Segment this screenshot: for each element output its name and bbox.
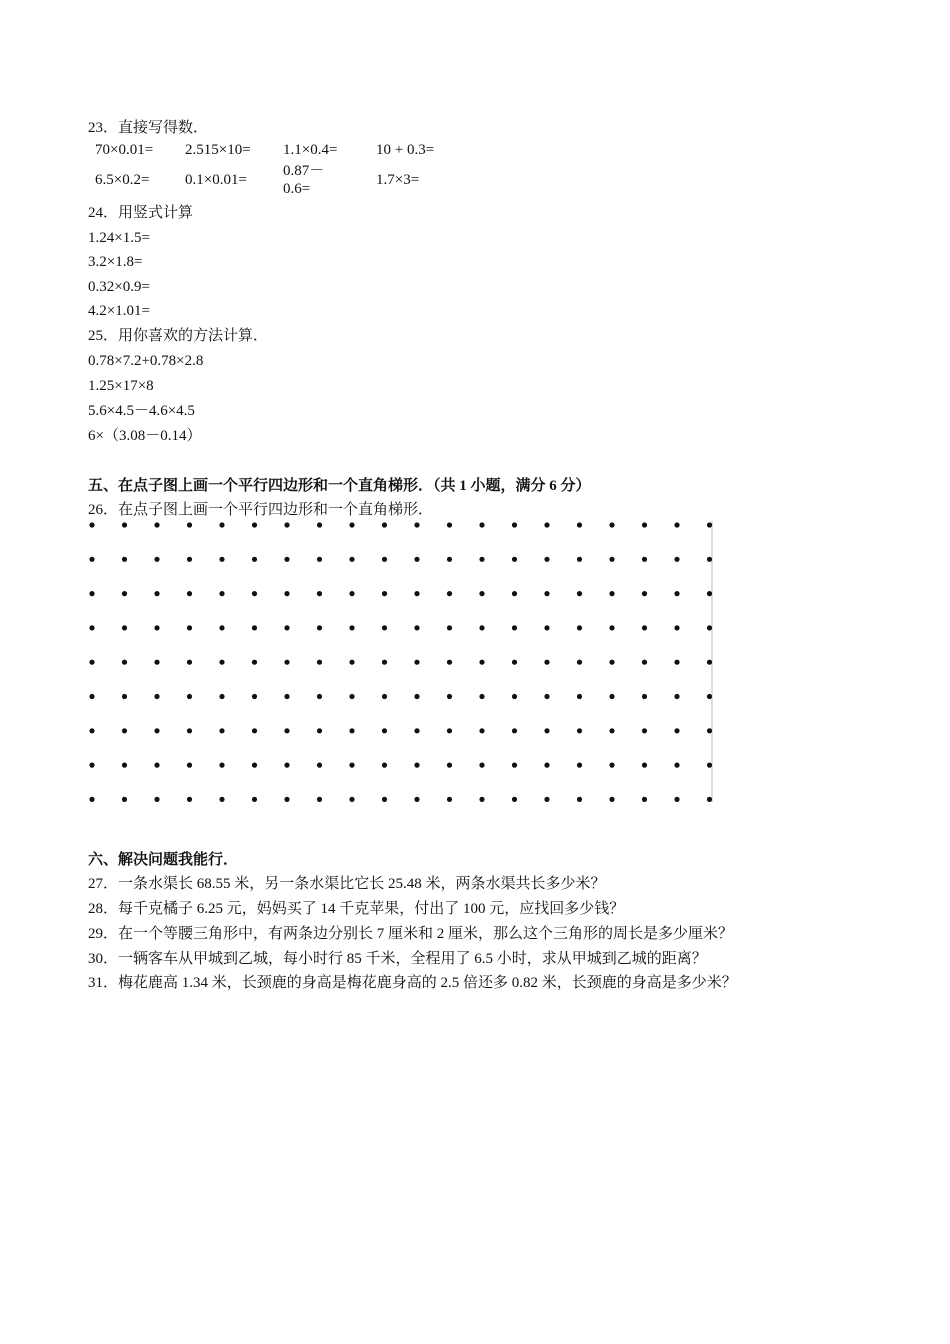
grid-dot[interactable] — [447, 660, 452, 665]
grid-dot[interactable] — [414, 625, 419, 630]
q23-row2-item-3b: 0.6= — [283, 181, 311, 197]
grid-dot[interactable] — [122, 557, 127, 562]
grid-dot[interactable] — [219, 728, 224, 733]
grid-dot[interactable] — [577, 660, 582, 665]
grid-dot[interactable] — [122, 660, 127, 665]
q25-title: 25．用你喜欢的方法计算． — [88, 328, 269, 344]
grid-dot[interactable] — [382, 591, 387, 596]
grid-dot[interactable] — [479, 591, 484, 596]
grid-dot[interactable] — [642, 522, 647, 527]
q23-row1-item-1: 70×0.01= — [95, 142, 154, 158]
grid-dot[interactable] — [187, 557, 192, 562]
grid-dot[interactable] — [349, 763, 354, 768]
grid-dot[interactable] — [609, 763, 614, 768]
grid-dot[interactable] — [479, 763, 484, 768]
grid-dot[interactable] — [317, 625, 322, 630]
grid-dot[interactable] — [544, 557, 549, 562]
grid-dot[interactable] — [447, 625, 452, 630]
grid-dot[interactable] — [89, 797, 94, 802]
q23-row2-item-1: 6.5×0.2= — [95, 172, 150, 188]
q25-item-4: 6×（3.08－0.14） — [88, 428, 202, 444]
q23-row2-item-3a: 0.87－ — [283, 163, 325, 179]
grid-dot[interactable] — [187, 660, 192, 665]
grid-dot[interactable] — [89, 694, 94, 699]
grid-dot[interactable] — [447, 728, 452, 733]
grid-dot[interactable] — [284, 557, 289, 562]
grid-dot[interactable] — [642, 591, 647, 596]
grid-dot[interactable] — [609, 522, 614, 527]
grid-dot[interactable] — [609, 728, 614, 733]
grid-dot[interactable] — [577, 591, 582, 596]
grid-dot[interactable] — [674, 625, 679, 630]
grid-dot[interactable] — [317, 660, 322, 665]
q26-text: 26．在点子图上画一个平行四边形和一个直角梯形． — [88, 502, 434, 518]
grid-dot[interactable] — [89, 763, 94, 768]
q24-item-2: 3.2×1.8= — [88, 254, 143, 270]
section5-heading: 五、在点子图上画一个平行四边形和一个直角梯形．（共 1 小题，满分 6 分） — [88, 478, 591, 494]
grid-dot[interactable] — [317, 591, 322, 596]
grid-dot[interactable] — [414, 522, 419, 527]
grid-dot[interactable] — [122, 625, 127, 630]
grid-dot[interactable] — [252, 763, 257, 768]
grid-dot[interactable] — [252, 557, 257, 562]
grid-dot[interactable] — [674, 591, 679, 596]
q23-row2-item-2: 0.1×0.01= — [185, 172, 247, 188]
grid-dot[interactable] — [284, 660, 289, 665]
grid-dot[interactable] — [544, 660, 549, 665]
grid-dot[interactable] — [512, 591, 517, 596]
q23-title: 23．直接写得数． — [88, 120, 209, 136]
grid-dot[interactable] — [479, 557, 484, 562]
grid-dot[interactable] — [512, 522, 517, 527]
grid-dot[interactable] — [89, 625, 94, 630]
grid-dot[interactable] — [187, 728, 192, 733]
grid-dot[interactable] — [122, 694, 127, 699]
grid-dot[interactable] — [349, 797, 354, 802]
grid-dot[interactable] — [219, 625, 224, 630]
q23-row2-item-4: 1.7×3= — [376, 172, 420, 188]
grid-dot[interactable] — [414, 763, 419, 768]
grid-dot[interactable] — [284, 522, 289, 527]
grid-dot[interactable] — [154, 522, 159, 527]
grid-dot[interactable] — [674, 557, 679, 562]
grid-dot[interactable] — [154, 694, 159, 699]
q29-text: 29．在一个等腰三角形中，有两条边分别长 7 厘米和 2 厘米，那么这个三角形的周长是多少厘米？ — [88, 926, 734, 942]
grid-dot[interactable] — [187, 797, 192, 802]
grid-dot[interactable] — [122, 797, 127, 802]
grid-dot[interactable] — [349, 660, 354, 665]
grid-dot[interactable] — [219, 591, 224, 596]
grid-dot[interactable] — [577, 557, 582, 562]
grid-dot[interactable] — [544, 763, 549, 768]
grid-dot[interactable] — [382, 694, 387, 699]
grid-dot[interactable] — [674, 797, 679, 802]
q30-text: 30．一辆客车从甲城到乙城，每小时行 85 千米，全程用了 6.5 小时，求从甲城到乙城的距离？ — [88, 951, 707, 967]
grid-dot[interactable] — [382, 728, 387, 733]
grid-dot[interactable] — [219, 557, 224, 562]
grid-dot[interactable] — [577, 522, 582, 527]
grid-dot[interactable] — [707, 728, 712, 733]
grid-dot[interactable] — [707, 660, 712, 665]
grid-dot[interactable] — [447, 797, 452, 802]
grid-dot[interactable] — [252, 694, 257, 699]
grid-dot[interactable] — [317, 763, 322, 768]
grid-dot[interactable] — [252, 797, 257, 802]
grid-dot[interactable] — [544, 522, 549, 527]
grid-dot[interactable] — [544, 728, 549, 733]
grid-dot[interactable] — [577, 625, 582, 630]
grid-dot[interactable] — [382, 797, 387, 802]
grid-dot[interactable] — [447, 763, 452, 768]
grid-dot[interactable] — [414, 728, 419, 733]
grid-dot[interactable] — [284, 728, 289, 733]
grid-dot[interactable] — [609, 797, 614, 802]
grid-dot[interactable] — [577, 728, 582, 733]
grid-dot[interactable] — [284, 694, 289, 699]
grid-dot[interactable] — [349, 694, 354, 699]
grid-dot[interactable] — [479, 625, 484, 630]
grid-dot[interactable] — [317, 557, 322, 562]
grid-dot[interactable] — [89, 522, 94, 527]
grid-dot[interactable] — [642, 660, 647, 665]
q28-text: 28．每千克橘子 6.25 元，妈妈买了 14 千克苹果，付出了 100 元，应找回多少钱？ — [88, 901, 625, 917]
grid-dot[interactable] — [577, 694, 582, 699]
grid-dot[interactable] — [707, 797, 712, 802]
grid-dot[interactable] — [89, 660, 94, 665]
grid-dot[interactable] — [284, 797, 289, 802]
grid-dot[interactable] — [414, 694, 419, 699]
grid-dot[interactable] — [154, 591, 159, 596]
grid-dot[interactable] — [187, 625, 192, 630]
grid-dot[interactable] — [609, 660, 614, 665]
grid-dot[interactable] — [154, 660, 159, 665]
grid-dot[interactable] — [89, 557, 94, 562]
grid-dot[interactable] — [512, 557, 517, 562]
grid-dot[interactable] — [382, 763, 387, 768]
grid-dot[interactable] — [447, 694, 452, 699]
grid-dot[interactable] — [122, 763, 127, 768]
grid-dot[interactable] — [252, 660, 257, 665]
grid-dot[interactable] — [122, 728, 127, 733]
grid-dot[interactable] — [447, 591, 452, 596]
grid-dot[interactable] — [544, 694, 549, 699]
grid-dot[interactable] — [154, 728, 159, 733]
grid-dot[interactable] — [512, 694, 517, 699]
grid-dot[interactable] — [252, 591, 257, 596]
grid-dot[interactable] — [187, 694, 192, 699]
grid-dot[interactable] — [479, 728, 484, 733]
grid-dot[interactable] — [609, 557, 614, 562]
grid-dot[interactable] — [219, 763, 224, 768]
grid-dot[interactable] — [154, 763, 159, 768]
q25-item-1: 0.78×7.2+0.78×2.8 — [88, 353, 204, 369]
grid-dot[interactable] — [349, 591, 354, 596]
grid-dot[interactable] — [187, 763, 192, 768]
grid-dot[interactable] — [89, 728, 94, 733]
grid-dot[interactable] — [674, 522, 679, 527]
grid-dot[interactable] — [479, 660, 484, 665]
grid-dot[interactable] — [447, 557, 452, 562]
grid-dot[interactable] — [642, 625, 647, 630]
grid-dot[interactable] — [544, 625, 549, 630]
grid-dot[interactable] — [512, 763, 517, 768]
grid-dot[interactable] — [187, 591, 192, 596]
q24-item-3: 0.32×0.9= — [88, 279, 150, 295]
grid-dot[interactable] — [577, 797, 582, 802]
grid-dot[interactable] — [187, 522, 192, 527]
grid-dot[interactable] — [512, 660, 517, 665]
grid-dot[interactable] — [674, 763, 679, 768]
grid-dot[interactable] — [122, 522, 127, 527]
grid-dot[interactable] — [707, 625, 712, 630]
grid-dot[interactable] — [252, 522, 257, 527]
grid-dot[interactable] — [382, 625, 387, 630]
q31-text: 31．梅花鹿高 1.34 米，长颈鹿的身高是梅花鹿身高的 2.5 倍还多 0.82 米，长颈鹿的身高是多少米？ — [88, 975, 737, 991]
q23-row1-item-3: 1.1×0.4= — [283, 142, 338, 158]
q23-row1-item-2: 2.515×10= — [185, 142, 251, 158]
grid-dot[interactable] — [252, 625, 257, 630]
grid-dot[interactable] — [414, 797, 419, 802]
q27-text: 27．一条水渠长 68.55 米，另一条水渠比它长 25.48 米，两条水渠共长多少米？ — [88, 876, 606, 892]
grid-dot[interactable] — [317, 797, 322, 802]
grid-dot[interactable] — [284, 763, 289, 768]
grid-dot[interactable] — [284, 591, 289, 596]
grid-dot[interactable] — [707, 763, 712, 768]
grid-dot[interactable] — [349, 625, 354, 630]
grid-dot[interactable] — [674, 660, 679, 665]
grid-dot[interactable] — [219, 522, 224, 527]
grid-dot[interactable] — [512, 728, 517, 733]
grid-dot[interactable] — [577, 763, 582, 768]
grid-dot[interactable] — [219, 660, 224, 665]
grid-dot[interactable] — [252, 728, 257, 733]
dot-grid[interactable] — [80, 515, 720, 807]
grid-dot[interactable] — [154, 625, 159, 630]
grid-dot[interactable] — [642, 763, 647, 768]
grid-dot[interactable] — [544, 797, 549, 802]
grid-dot[interactable] — [707, 694, 712, 699]
grid-dot[interactable] — [479, 522, 484, 527]
grid-dot[interactable] — [284, 625, 289, 630]
grid-dot[interactable] — [609, 694, 614, 699]
section6-heading: 六、解决问题我能行． — [88, 852, 239, 868]
grid-dot[interactable] — [154, 557, 159, 562]
grid-dot[interactable] — [382, 557, 387, 562]
grid-dot[interactable] — [317, 522, 322, 527]
grid-dot[interactable] — [707, 591, 712, 596]
grid-dot[interactable] — [609, 591, 614, 596]
grid-dot[interactable] — [609, 625, 614, 630]
grid-dot[interactable] — [349, 728, 354, 733]
grid-dot[interactable] — [414, 660, 419, 665]
grid-dot[interactable] — [349, 557, 354, 562]
q24-item-1: 1.24×1.5= — [88, 230, 150, 246]
grid-dot[interactable] — [512, 797, 517, 802]
grid-dot[interactable] — [122, 591, 127, 596]
grid-dot[interactable] — [382, 522, 387, 527]
grid-dot[interactable] — [89, 591, 94, 596]
q25-item-2: 1.25×17×8 — [88, 378, 154, 394]
grid-dot[interactable] — [512, 625, 517, 630]
grid-dot[interactable] — [544, 591, 549, 596]
grid-dot[interactable] — [154, 797, 159, 802]
grid-dot[interactable] — [317, 694, 322, 699]
grid-dot[interactable] — [642, 694, 647, 699]
grid-dot[interactable] — [707, 522, 712, 527]
grid-dot[interactable] — [414, 557, 419, 562]
q24-item-4: 4.2×1.01= — [88, 303, 150, 319]
q25-item-3: 5.6×4.5－4.6×4.5 — [88, 403, 195, 419]
grid-dot[interactable] — [674, 728, 679, 733]
grid-dot[interactable] — [479, 694, 484, 699]
grid-dot[interactable] — [642, 797, 647, 802]
grid-dot[interactable] — [317, 728, 322, 733]
grid-dot[interactable] — [674, 694, 679, 699]
grid-dot[interactable] — [642, 728, 647, 733]
grid-dot[interactable] — [479, 797, 484, 802]
grid-dot[interactable] — [349, 522, 354, 527]
q24-title: 24．用竖式计算 — [88, 205, 194, 221]
grid-dot[interactable] — [642, 557, 647, 562]
grid-dot[interactable] — [447, 522, 452, 527]
grid-dot[interactable] — [414, 591, 419, 596]
q23-row1-item-4: 10 + 0.3= — [376, 142, 435, 158]
grid-dot[interactable] — [219, 797, 224, 802]
grid-dot[interactable] — [219, 694, 224, 699]
grid-dot[interactable] — [707, 557, 712, 562]
grid-dot[interactable] — [382, 660, 387, 665]
